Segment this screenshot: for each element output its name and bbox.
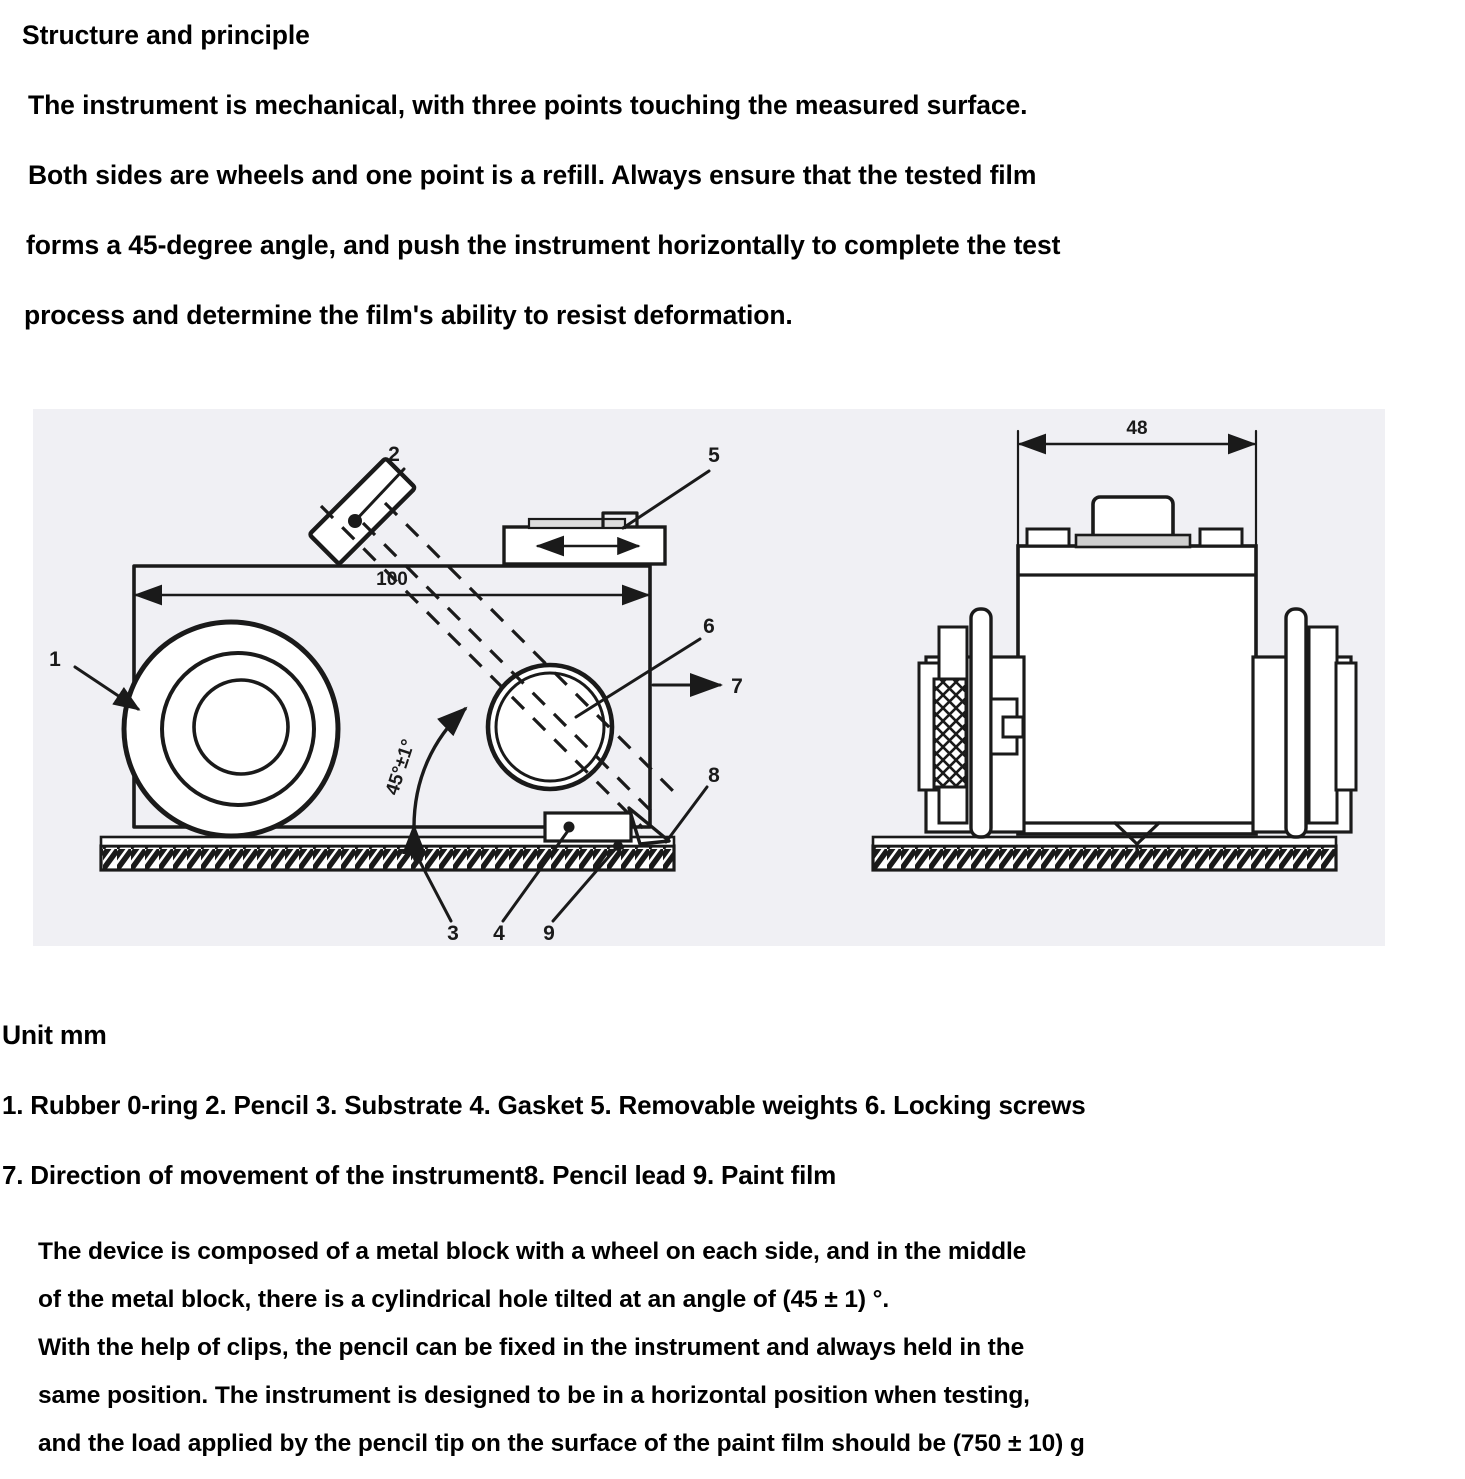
dimension-100-label: 100 [376,569,408,590]
front-body [1018,546,1256,834]
closing-section [0,1228,1465,1468]
front-view-group [873,418,1356,870]
angle-annotation [382,709,465,827]
locking-screw-ring [488,665,612,789]
callout-4-label: 4 [493,922,505,945]
legend-line-2: 7. Direction of movement of the instrument8. Pencil lead 9. Paint film [2,1160,837,1190]
intro-section [0,0,1445,350]
callout-5-label: 5 [708,444,720,467]
intro-line-3: forms a 45-degree angle, and push the instrument horizontally to complete the test [26,230,1061,260]
dimension-100 [134,566,650,614]
angle-label: 45°±1° [381,736,420,798]
dimension-48-label: 48 [1126,418,1148,439]
intro-line-4: process and determine the film's ability to resist deformation. [24,300,793,330]
closing-line-5: and the load applied by the pencil tip on the surface of the paint film should be (750 ± 10) g [38,1430,1085,1457]
rubber-o-ring-wheel [124,622,338,836]
callout-2-label: 2 [388,443,400,466]
callout-3-label: 3 [447,922,459,945]
closing-line-1: The device is composed of a metal block with a wheel on each side, and in the middle [38,1238,1027,1265]
front-top-cap [1027,497,1242,547]
callout-6-label: 6 [703,615,715,638]
front-right-wheel [1253,609,1356,837]
page-title: Structure and principle [22,20,310,50]
intro-line-1: The instrument is mechanical, with three points touching the measured surface. [28,90,1028,120]
side-view-group [49,443,743,945]
gasket-block [545,813,631,841]
front-substrate-plate [873,837,1336,870]
closing-line-2: of the metal block, there is a cylindrical hole tilted at an angle of (45 ± 1) °. [38,1286,890,1313]
callout-8-label: 8 [708,764,720,787]
callout-1-label: 1 [49,648,61,671]
callout-8 [666,764,720,842]
legend-section [0,1000,1465,1210]
front-left-wheel [919,609,1024,837]
intro-line-2: Both sides are wheels and one point is a refill. Always ensure that the tested film [28,160,1037,190]
callout-7-label: 7 [731,675,743,698]
callout-7 [653,675,743,698]
callout-9-label: 9 [543,922,555,945]
callout-1 [49,648,138,709]
legend-line-1: 1. Rubber 0-ring 2. Pencil 3. Substrate 4. Gasket 5. Removable weights 6. Locking screws [2,1090,1086,1120]
closing-line-4: same position. The instrument is designed to be in a horizontal position when testing, [38,1382,1030,1409]
closing-line-3: With the help of clips, the pencil can be fixed in the instrument and always held in the [38,1334,1025,1361]
technical-drawing-figure [33,409,1385,946]
unit-note: Unit mm [2,1020,107,1050]
removable-weights [504,513,665,564]
instrument-drawing-svg [33,409,1385,946]
